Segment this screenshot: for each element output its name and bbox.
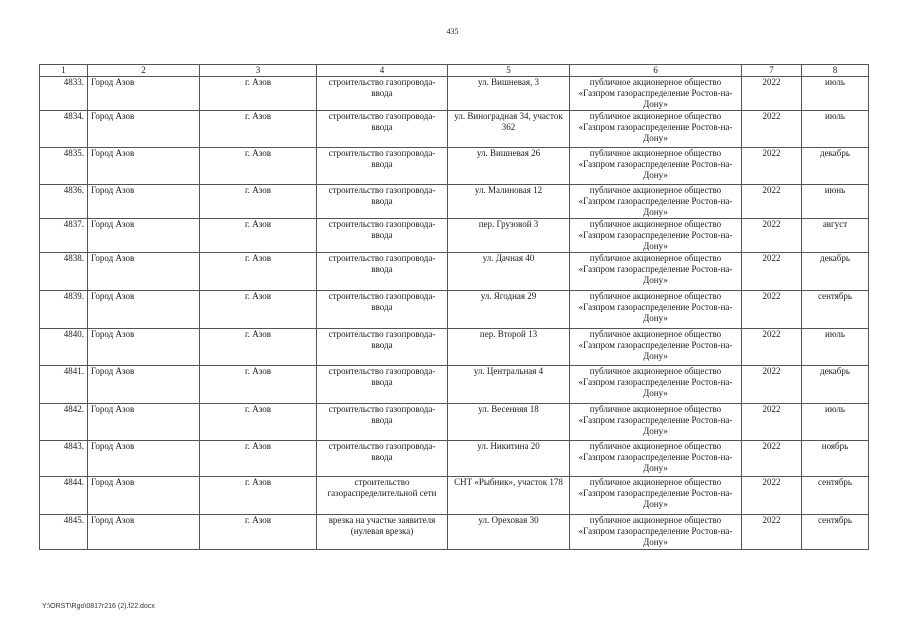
table-row bbox=[40, 441, 869, 477]
cell-organization: публичное акционерное общество «Газпром газораспределение Ростов-на-Дону» bbox=[570, 185, 742, 219]
cell-organization: публичное акционерное общество «Газпром газораспределение Ростов-на-Дону» bbox=[570, 77, 742, 111]
cell-municipality: Город Азов bbox=[88, 441, 200, 477]
cell-month: декабрь bbox=[802, 148, 869, 185]
cell-month: июль bbox=[802, 77, 869, 111]
cell-settlement: г. Азов bbox=[200, 111, 317, 148]
cell-month: сентябрь bbox=[802, 515, 869, 550]
cell-month: сентябрь bbox=[802, 477, 869, 515]
cell-settlement: г. Азов bbox=[200, 77, 317, 111]
cell-month: декабрь bbox=[802, 366, 869, 404]
cell-municipality: Город Азов bbox=[88, 329, 200, 366]
cell-year: 2022 bbox=[742, 477, 802, 515]
cell-year: 2022 bbox=[742, 148, 802, 185]
cell-number: 4837. bbox=[40, 219, 88, 253]
table-row bbox=[40, 404, 869, 441]
cell-work-type: строительство газопровода-ввода bbox=[317, 291, 448, 329]
table-header-row bbox=[40, 65, 869, 77]
column-header: 2 bbox=[88, 65, 200, 77]
cell-address: ул. Никитина 20 bbox=[448, 441, 570, 477]
cell-number: 4838. bbox=[40, 253, 88, 291]
table-body bbox=[40, 77, 869, 550]
column-header: 5 bbox=[448, 65, 570, 77]
cell-number: 4835. bbox=[40, 148, 88, 185]
cell-year: 2022 bbox=[742, 185, 802, 219]
cell-municipality: Город Азов bbox=[88, 253, 200, 291]
cell-address: пер. Грузовой 3 bbox=[448, 219, 570, 253]
cell-organization: публичное акционерное общество «Газпром газораспределение Ростов-на-Дону» bbox=[570, 291, 742, 329]
cell-municipality: Город Азов bbox=[88, 515, 200, 550]
cell-municipality: Город Азов bbox=[88, 148, 200, 185]
cell-work-type: строительство газопровода-ввода bbox=[317, 404, 448, 441]
column-header: 3 bbox=[200, 65, 317, 77]
cell-municipality: Город Азов bbox=[88, 366, 200, 404]
cell-work-type: врезка на участке заявителя (нулевая врезка) bbox=[317, 515, 448, 550]
cell-address: ул. Дачная 40 bbox=[448, 253, 570, 291]
cell-number: 4842. bbox=[40, 404, 88, 441]
cell-organization: публичное акционерное общество «Газпром газораспределение Ростов-на-Дону» bbox=[570, 441, 742, 477]
cell-settlement: г. Азов bbox=[200, 219, 317, 253]
cell-settlement: г. Азов bbox=[200, 404, 317, 441]
cell-municipality: Город Азов bbox=[88, 111, 200, 148]
cell-address: ул. Весенняя 18 bbox=[448, 404, 570, 441]
cell-year: 2022 bbox=[742, 404, 802, 441]
cell-address: ул. Малиновая 12 bbox=[448, 185, 570, 219]
cell-organization: публичное акционерное общество «Газпром газораспределение Ростов-на-Дону» bbox=[570, 148, 742, 185]
cell-address: ул. Центральная 4 bbox=[448, 366, 570, 404]
cell-work-type: строительство газопровода-ввода bbox=[317, 148, 448, 185]
table-row bbox=[40, 185, 869, 219]
cell-year: 2022 bbox=[742, 77, 802, 111]
cell-organization: публичное акционерное общество «Газпром газораспределение Ростов-на-Дону» bbox=[570, 253, 742, 291]
cell-year: 2022 bbox=[742, 111, 802, 148]
cell-work-type: строительство газопровода-ввода bbox=[317, 329, 448, 366]
cell-address: ул. Ореховая 30 bbox=[448, 515, 570, 550]
cell-year: 2022 bbox=[742, 219, 802, 253]
cell-address: ул. Виноградная 34, участок 362 bbox=[448, 111, 570, 148]
column-header: 1 bbox=[40, 65, 88, 77]
cell-number: 4840. bbox=[40, 329, 88, 366]
cell-month: сентябрь bbox=[802, 291, 869, 329]
cell-number: 4834. bbox=[40, 111, 88, 148]
document-file-path: Y:\ORST\Rgo\0817r216 (2).f22.docx bbox=[42, 603, 155, 610]
cell-municipality: Город Азов bbox=[88, 219, 200, 253]
cell-address: СНТ «Рыбник», участок 178 bbox=[448, 477, 570, 515]
cell-month: ноябрь bbox=[802, 441, 869, 477]
cell-number: 4833. bbox=[40, 77, 88, 111]
cell-work-type: строительство газопровода-ввода bbox=[317, 219, 448, 253]
cell-year: 2022 bbox=[742, 291, 802, 329]
column-header: 4 bbox=[317, 65, 448, 77]
cell-number: 4841. bbox=[40, 366, 88, 404]
cell-month: июль bbox=[802, 111, 869, 148]
cell-month: июль bbox=[802, 404, 869, 441]
cell-organization: публичное акционерное общество «Газпром газораспределение Ростов-на-Дону» bbox=[570, 219, 742, 253]
cell-month: август bbox=[802, 219, 869, 253]
document-table bbox=[39, 64, 869, 550]
cell-municipality: Город Азов bbox=[88, 77, 200, 111]
table-row bbox=[40, 329, 869, 366]
cell-number: 4843. bbox=[40, 441, 88, 477]
column-header: 6 bbox=[570, 65, 742, 77]
cell-municipality: Город Азов bbox=[88, 185, 200, 219]
cell-settlement: г. Азов bbox=[200, 148, 317, 185]
cell-settlement: г. Азов bbox=[200, 515, 317, 550]
cell-work-type: строительство газопровода-ввода bbox=[317, 253, 448, 291]
table-row bbox=[40, 366, 869, 404]
cell-municipality: Город Азов bbox=[88, 404, 200, 441]
cell-year: 2022 bbox=[742, 253, 802, 291]
cell-address: ул. Вишневая 26 bbox=[448, 148, 570, 185]
table-row bbox=[40, 515, 869, 550]
cell-organization: публичное акционерное общество «Газпром газораспределение Ростов-на-Дону» bbox=[570, 515, 742, 550]
cell-work-type: строительство газопровода-ввода bbox=[317, 366, 448, 404]
cell-organization: публичное акционерное общество «Газпром газораспределение Ростов-на-Дону» bbox=[570, 477, 742, 515]
cell-number: 4836. bbox=[40, 185, 88, 219]
cell-year: 2022 bbox=[742, 366, 802, 404]
cell-work-type: строительство газопровода-ввода bbox=[317, 77, 448, 111]
table-row bbox=[40, 77, 869, 111]
cell-organization: публичное акционерное общество «Газпром газораспределение Ростов-на-Дону» bbox=[570, 329, 742, 366]
cell-number: 4845. bbox=[40, 515, 88, 550]
cell-month: июль bbox=[802, 329, 869, 366]
column-header: 8 bbox=[802, 65, 869, 77]
table-row bbox=[40, 477, 869, 515]
cell-address: ул. Вишневая, 3 bbox=[448, 77, 570, 111]
cell-work-type: строительство газораспределительной сети bbox=[317, 477, 448, 515]
cell-municipality: Город Азов bbox=[88, 477, 200, 515]
cell-settlement: г. Азов bbox=[200, 253, 317, 291]
cell-month: июнь bbox=[802, 185, 869, 219]
column-header: 7 bbox=[742, 65, 802, 77]
cell-year: 2022 bbox=[742, 441, 802, 477]
cell-settlement: г. Азов bbox=[200, 441, 317, 477]
table-row bbox=[40, 219, 869, 253]
cell-settlement: г. Азов bbox=[200, 366, 317, 404]
cell-work-type: строительство газопровода-ввода bbox=[317, 185, 448, 219]
table-row bbox=[40, 148, 869, 185]
table-row bbox=[40, 111, 869, 148]
cell-address: ул. Ягодная 29 bbox=[448, 291, 570, 329]
cell-municipality: Город Азов bbox=[88, 291, 200, 329]
cell-settlement: г. Азов bbox=[200, 477, 317, 515]
cell-settlement: г. Азов bbox=[200, 329, 317, 366]
cell-organization: публичное акционерное общество «Газпром газораспределение Ростов-на-Дону» bbox=[570, 404, 742, 441]
cell-organization: публичное акционерное общество «Газпром газораспределение Ростов-на-Дону» bbox=[570, 111, 742, 148]
cell-work-type: строительство газопровода-ввода bbox=[317, 111, 448, 148]
table-row bbox=[40, 253, 869, 291]
cell-address: пер. Второй 13 bbox=[448, 329, 570, 366]
cell-year: 2022 bbox=[742, 515, 802, 550]
cell-number: 4839. bbox=[40, 291, 88, 329]
cell-month: декабрь bbox=[802, 253, 869, 291]
cell-organization: публичное акционерное общество «Газпром газораспределение Ростов-на-Дону» bbox=[570, 366, 742, 404]
cell-year: 2022 bbox=[742, 329, 802, 366]
cell-settlement: г. Азов bbox=[200, 185, 317, 219]
page-number: 435 bbox=[446, 27, 459, 36]
cell-number: 4844. bbox=[40, 477, 88, 515]
table-row bbox=[40, 291, 869, 329]
cell-work-type: строительство газопровода-ввода bbox=[317, 441, 448, 477]
cell-settlement: г. Азов bbox=[200, 291, 317, 329]
